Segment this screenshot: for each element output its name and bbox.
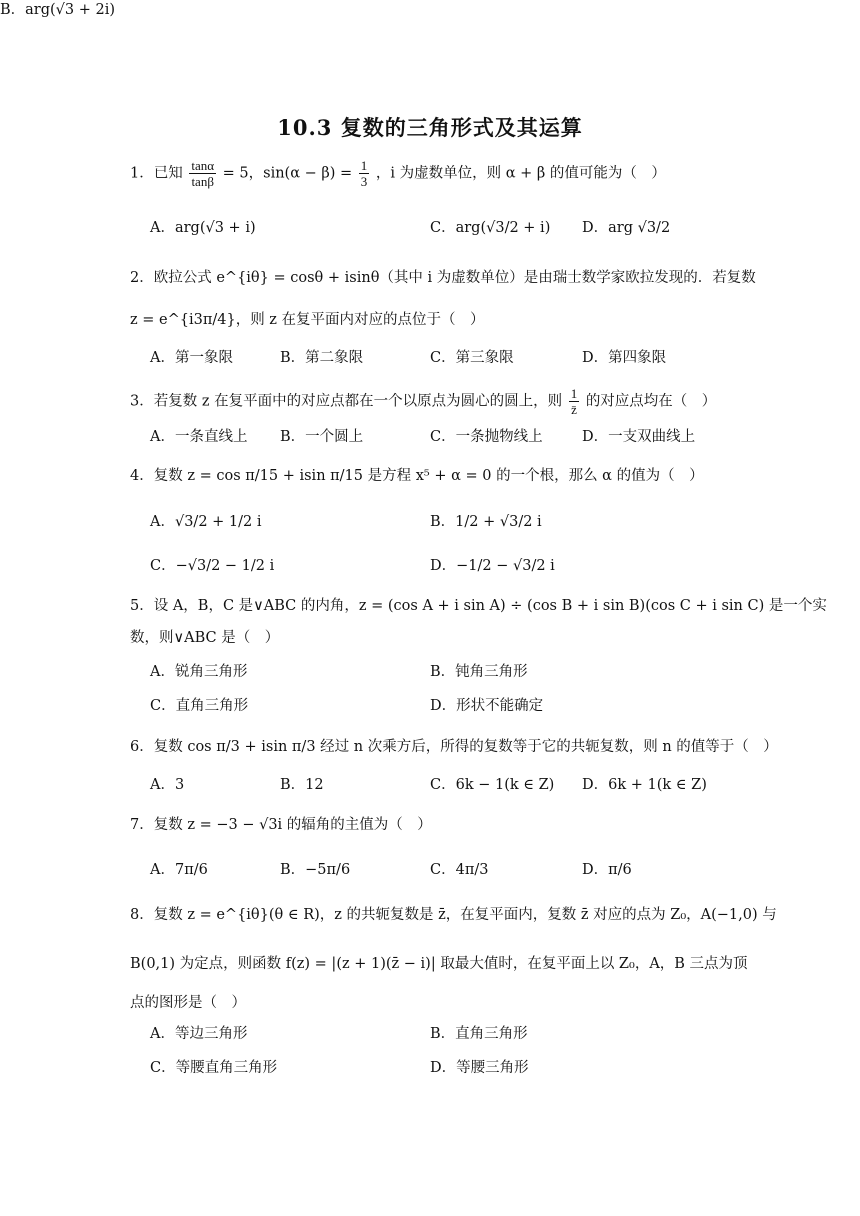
q4-option-b: B．1/2 + √3/2 i (430, 514, 542, 530)
q2-option-b: B．第二象限 (280, 350, 364, 366)
q1-frac-num: tanα (191, 158, 215, 173)
question-7-stem: 7．复数 z = −3 − √3i 的辐角的主值为（ ） (130, 817, 432, 833)
q8-option-a: A．等边三角形 (150, 1026, 248, 1042)
question-2-line-1: 2．欧拉公式 e^{iθ} = cosθ + isinθ（其中 i 为虚数单位）是由瑞士数学家欧拉发现的．若复数 (130, 270, 756, 286)
q3-option-b: B．一个圆上 (280, 429, 364, 445)
q1-option-b: B．arg(√3 + 2i) (0, 2, 116, 18)
question-8-line-1: 8．复数 z = e^{iθ}(θ ∈ R)，z 的共轭复数是 z̄，在复平面内，复数 z̄ 对应的点为 Z₀，A(−1,0) 与 (130, 907, 777, 923)
q3-frac-den: z̄ (571, 402, 577, 417)
q3-option-a: A．一条直线上 (150, 429, 248, 445)
page-title: 10.3 复数的三角形式及其运算 (277, 115, 583, 140)
q8-option-d: D．等腰三角形 (430, 1060, 529, 1076)
question-2-line-2: z = e^{i3π/4}，则 z 在复平面内对应的点位于（ ） (130, 312, 485, 328)
question-8-line-2: B(0,1) 为定点，则函数 f(z) = |(z + 1)(z̄ − i)| 取最大值时，在复平面上以 Z₀，A，B 三点为顶 (130, 956, 748, 972)
q5-option-d: D．形状不能确定 (430, 698, 544, 714)
q1-stem-post: ，i 为虚数单位，则 α + β 的值可能为（ ） (375, 165, 666, 182)
q1-option-c: C．arg(√3/2 + i) (430, 220, 551, 236)
question-1-stem (130, 158, 666, 189)
q1-stem-pre: 1．已知 (130, 165, 183, 182)
question-3-stem (130, 386, 716, 417)
q3-option-d: D．一支双曲线上 (582, 429, 696, 445)
q7-option-c: C．4π/3 (430, 862, 489, 878)
question-4-stem: 4．复数 z = cos π/15 + isin π/15 是方程 x⁵ + α = 0 的一个根，那么 α 的值为（ ） (130, 468, 704, 484)
q1-option-d: D．arg √3/2 (582, 220, 671, 236)
q1-option-a: A．arg(√3 + i) (150, 220, 256, 236)
q1-stem-mid: = 5，sin(α − β) = (222, 165, 353, 182)
question-5-line-1: 5．设 A，B，C 是∨ABC 的内角，z = (cos A + i sin A) ÷ (cos B + i sin B)(cos C + i sin C) 是一个实 (130, 598, 827, 614)
q5-option-b: B．钝角三角形 (430, 664, 528, 680)
q4-option-c: C．−√3/2 − 1/2 i (150, 558, 275, 574)
q6-option-c: C．6k − 1(k ∈ Z) (430, 777, 555, 793)
q6-option-a: A．3 (150, 777, 185, 793)
q2-option-a: A．第一象限 (150, 350, 233, 366)
q5-option-c: C．直角三角形 (150, 698, 249, 714)
q7-option-b: B．−5π/6 (280, 862, 351, 878)
q1-fraction (189, 158, 216, 189)
q5-option-a: A．锐角三角形 (150, 664, 248, 680)
q3-stem-pre: 3．若复数 z 在复平面中的对应点都在一个以原点为圆心的圆上，则 (130, 393, 563, 410)
q3-fraction (569, 386, 580, 417)
q1-frac2-num: 1 (360, 158, 368, 173)
q3-frac-num: 1 (570, 386, 578, 401)
question-6-stem: 6．复数 cos π/3 + isin π/3 经过 n 次乘方后，所得的复数等于它的共轭复数，则 n 的值等于（ ） (130, 739, 778, 755)
question-8-line-3: 点的图形是（ ） (130, 995, 246, 1011)
q2-option-c: C．第三象限 (430, 350, 514, 366)
q6-option-d: D．6k + 1(k ∈ Z) (582, 777, 707, 793)
q3-stem-post: 的对应点均在（ ） (585, 393, 717, 410)
q3-option-c: C．一条抛物线上 (430, 429, 543, 445)
q1-fraction-2 (359, 158, 370, 189)
q1-frac-den: tanβ (191, 174, 214, 189)
q1-frac2-den: 3 (360, 174, 368, 189)
q4-option-a: A．√3/2 + 1/2 i (150, 514, 262, 530)
question-5-line-2: 数，则∨ABC 是（ ） (130, 630, 280, 646)
q8-option-b: B．直角三角形 (430, 1026, 528, 1042)
q7-option-a: A．7π/6 (150, 862, 208, 878)
q2-option-d: D．第四象限 (582, 350, 667, 366)
q7-option-d: D．π/6 (582, 862, 632, 878)
q4-option-d: D．−1/2 − √3/2 i (430, 558, 555, 574)
q8-option-c: C．等腰直角三角形 (150, 1060, 278, 1076)
q6-option-b: B．12 (280, 777, 324, 793)
